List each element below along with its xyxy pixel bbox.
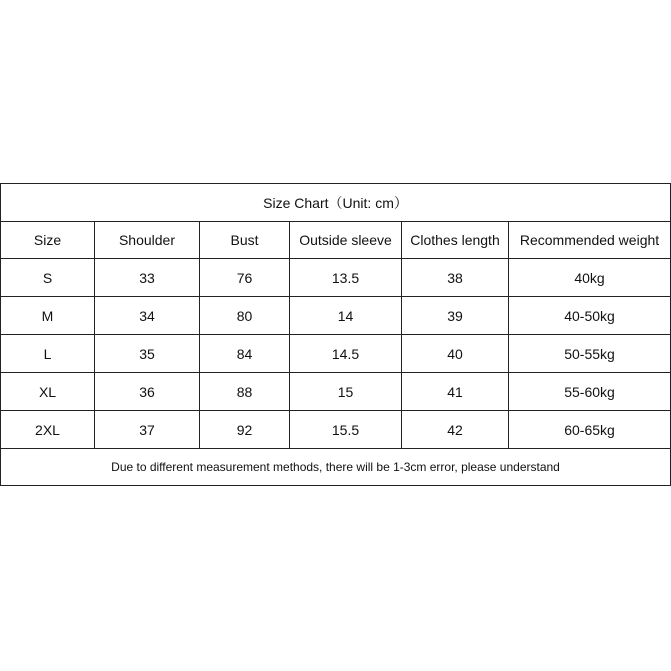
header-outside-sleeve: Outside sleeve [290, 222, 402, 259]
table-row [1, 297, 671, 335]
table-row [1, 373, 671, 411]
cell-recommended-weight: 55-60kg [509, 373, 671, 411]
cell-bust: 76 [200, 259, 290, 297]
cell-recommended-weight: 40-50kg [509, 297, 671, 335]
chart-title: Size Chart（Unit: cm） [1, 184, 671, 222]
cell-outside-sleeve: 15 [290, 373, 402, 411]
cell-clothes-length: 40 [402, 335, 509, 373]
header-bust: Bust [200, 222, 290, 259]
size-chart-table [0, 183, 671, 486]
cell-size: L [1, 335, 95, 373]
table-row [1, 411, 671, 449]
cell-outside-sleeve: 14 [290, 297, 402, 335]
cell-bust: 84 [200, 335, 290, 373]
cell-bust: 80 [200, 297, 290, 335]
cell-clothes-length: 38 [402, 259, 509, 297]
cell-size: S [1, 259, 95, 297]
cell-clothes-length: 39 [402, 297, 509, 335]
cell-recommended-weight: 60-65kg [509, 411, 671, 449]
cell-outside-sleeve: 15.5 [290, 411, 402, 449]
header-shoulder: Shoulder [95, 222, 200, 259]
note-row [1, 449, 671, 486]
cell-recommended-weight: 50-55kg [509, 335, 671, 373]
cell-size: XL [1, 373, 95, 411]
cell-shoulder: 37 [95, 411, 200, 449]
header-clothes-length: Clothes length [402, 222, 509, 259]
cell-bust: 92 [200, 411, 290, 449]
cell-clothes-length: 42 [402, 411, 509, 449]
cell-shoulder: 36 [95, 373, 200, 411]
header-recommended-weight: Recommended weight [509, 222, 671, 259]
cell-shoulder: 34 [95, 297, 200, 335]
cell-outside-sleeve: 13.5 [290, 259, 402, 297]
table-row [1, 335, 671, 373]
table-row [1, 259, 671, 297]
title-row [1, 184, 671, 222]
cell-shoulder: 33 [95, 259, 200, 297]
cell-recommended-weight: 40kg [509, 259, 671, 297]
measurement-note: Due to different measurement methods, there will be 1-3cm error, please understand [1, 449, 671, 486]
cell-bust: 88 [200, 373, 290, 411]
cell-outside-sleeve: 14.5 [290, 335, 402, 373]
cell-size: 2XL [1, 411, 95, 449]
cell-size: M [1, 297, 95, 335]
header-row [1, 222, 671, 259]
header-size: Size [1, 222, 95, 259]
cell-shoulder: 35 [95, 335, 200, 373]
cell-clothes-length: 41 [402, 373, 509, 411]
